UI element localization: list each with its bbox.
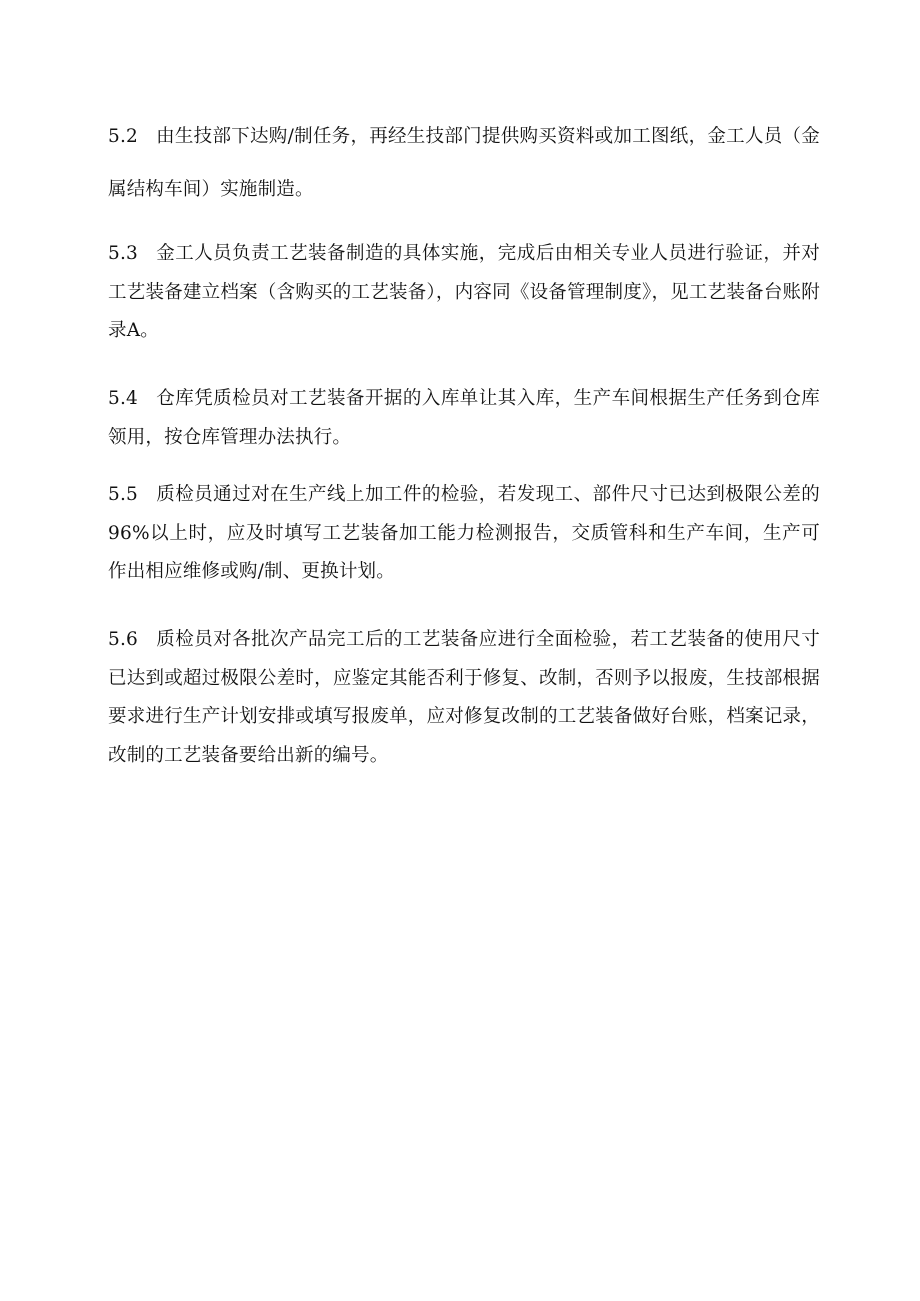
section-5-3 [108,235,820,351]
section-number: 5.2 [108,126,139,147]
section-text: 质检员对各批次产品完工后的工艺装备应进行全面检验，若工艺装备的使用尺寸已达到或超过极限公差时，应鉴定其能否利于修复、改制，否则予以报废，生技部根据要求进行生产计划安排或填写报废单，应对修复改制的工艺装备做好台账，档案记录，改制的工艺装备要给出新的编号。 [108,629,820,766]
section-5-6 [108,621,820,775]
section-5-4 [108,380,820,457]
section-5-5 [108,476,820,592]
section-5-2 [108,110,820,216]
section-number: 5.6 [108,629,139,650]
section-text: 仓库凭质检员对工艺装备开据的入库单让其入库，生产车间根据生产任务到仓库领用，按仓库管理办法执行。 [108,388,820,448]
section-text: 金工人员负责工艺装备制造的具体实施，完成后由相关专业人员进行验证，并对工艺装备建立档案（含购买的工艺装备），内容同《设备管理制度》，见工艺装备台账附录A。 [108,243,820,341]
section-number: 5.3 [108,243,139,264]
section-number: 5.5 [108,484,139,505]
section-number: 5.4 [108,388,139,409]
section-text: 由生技部下达购/制任务，再经生技部门提供购买资料或加工图纸，金工人员（金属结构车间）实施制造。 [108,126,820,200]
section-text: 质检员通过对在生产线上加工件的检验，若发现工、部件尺寸已达到极限公差的96%以上时，应及时填写工艺装备加工能力检测报告，交质管科和生产车间，生产可作出相应维修或购/制、更换计划。 [108,484,820,582]
